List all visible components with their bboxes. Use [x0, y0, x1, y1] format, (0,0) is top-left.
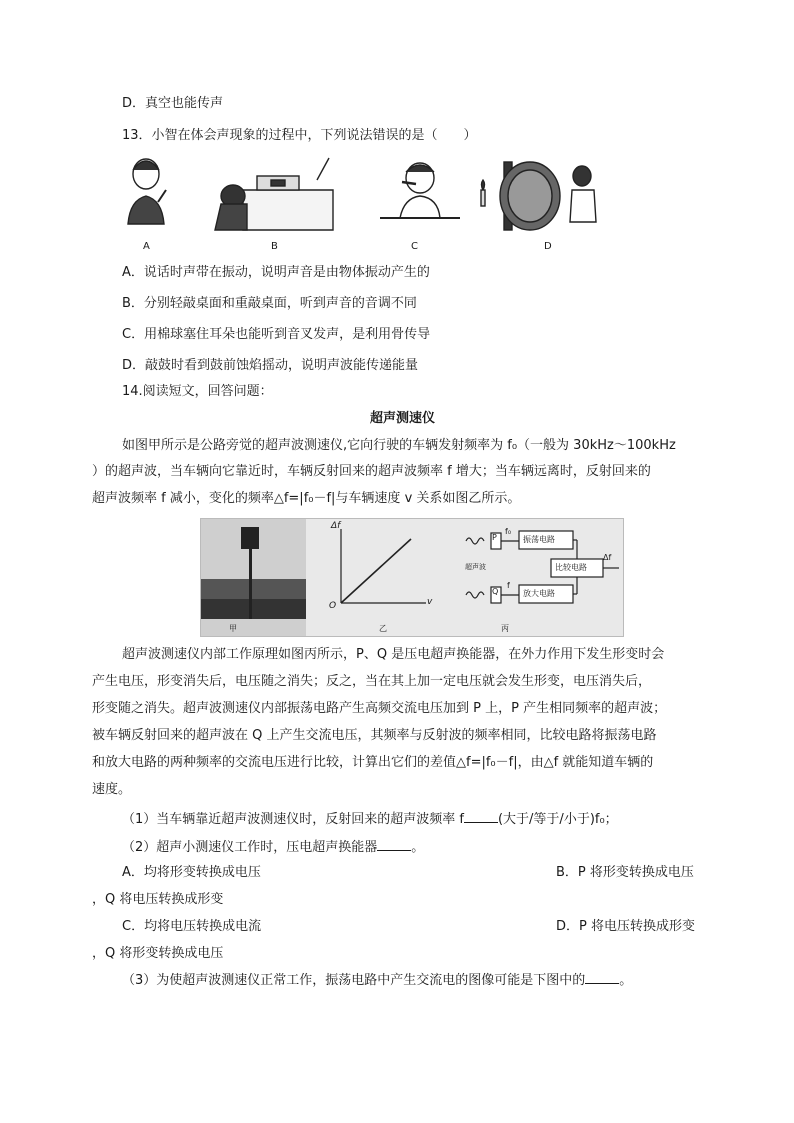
graph-delta-f-v [341, 529, 426, 603]
q14-para2-line3: 形变随之消失。超声波测速仪内部振荡电路产生高频交流电压加到 P 上，P 产生相同频率的超声波； [92, 701, 667, 716]
photo-speed-meter [201, 519, 306, 636]
circuit-wave-label: 超声波 [465, 563, 486, 571]
q14-sub3-text: （3）为使超声波测速仪正常工作，振荡电路中产生交流电的图像可能是下图中的 [122, 973, 586, 988]
q14-sub2-text: （2）超声小测速仪工作时，压电超声换能器 [122, 840, 378, 855]
q14-sub2-option-a: A．均将形变转换成电压 [122, 865, 261, 880]
q14-sub2-option-d-cont: ，Q 将形变转换成电压 [92, 946, 224, 961]
q14-para1-line1: 如图甲所示是公路旁觉的超声波测速仪,它向行驶的车辆发射频率为 f₀（一般为 30kHz～100kHz [122, 438, 676, 453]
circuit-cmp-label: 比较电路 [555, 563, 587, 572]
q13-figure [118, 152, 618, 252]
q14-sub3-blank[interactable] [585, 971, 619, 984]
circuit-f-label: f [507, 581, 510, 590]
q13-fig-label-a: A [143, 241, 150, 252]
q13-fig-label-c: C [411, 241, 418, 252]
circuit-f0-label: f₀ [505, 527, 512, 536]
q14-sub3 [122, 971, 632, 990]
circuit-out-label: Δf [603, 553, 612, 562]
q14-sub1-tail: (大于/等于/小于)f₀； [497, 812, 618, 827]
graph-origin-label: O [329, 601, 337, 611]
q14-para2-line5: 和放大电路的两种频率的交流电压进行比较，计算出它们的差值△f=|f₀－f|，由△f 就能知道车辆的 [92, 755, 654, 770]
q14-sub2-tail: 。 [411, 840, 425, 855]
q14-para2-line4: 被车辆反射回来的超声波在 Q 上产生交流电压，其频率与反射波的频率相同，比较电路将振荡电路 [92, 728, 657, 743]
q14-sub2-option-b: B．P 将形变转换成电压 [556, 865, 694, 880]
q14-sub3-tail: 。 [619, 973, 633, 988]
graph-y-label: Δf [331, 521, 341, 531]
circuit-q-label: Q [492, 587, 499, 596]
fig-label-jia: 甲 [229, 624, 237, 633]
q14-sub2-option-b-cont: ，Q 将电压转换成形变 [92, 892, 224, 907]
figure-d-drum [481, 162, 596, 230]
q14-sub2-option-c: C．均将电压转换成电流 [122, 919, 262, 934]
q13-option-c: C．用棉球塞住耳朵也能听到音叉发声，是利用骨传导 [122, 327, 431, 342]
circuit-osc-label: 振荡电路 [523, 535, 555, 544]
q13-option-a: A．说话时声带在振动，说明声音是由物体振动产生的 [122, 265, 430, 280]
q13-option-b: B．分别轻敲桌面和重敲桌面，听到声音的音调不同 [122, 296, 417, 311]
circuit-p-label: P [492, 533, 497, 542]
figure-a-speaking [128, 159, 166, 224]
q13-stem: 13．小智在体会声现象的过程中，下列说法错误的是（ ） [122, 128, 477, 143]
q14-figure [200, 518, 624, 637]
q14-para1-line2: ）的超声波，当车辆向它靠近时，车辆反射回来的超声波频率 f 增大；当车辆远离时，反射回来的 [92, 464, 651, 479]
q12-option-d: D．真空也能传声 [122, 96, 224, 111]
q14-sub2 [122, 838, 424, 857]
figure-c-tuning-fork [380, 163, 460, 218]
q14-sub1 [122, 810, 618, 829]
q14-sub2-option-d: D．P 将电压转换成形变 [556, 919, 695, 934]
q14-stem: 14.阅读短文，回答问题： [122, 384, 273, 399]
graph-x-label: v [427, 597, 433, 607]
q14-title: 超声测速仪 [370, 411, 436, 426]
q13-option-d: D．敲鼓时看到鼓前蚀焰摇动，说明声波能传递能量 [122, 358, 419, 373]
q13-fig-label-b: B [271, 241, 278, 252]
fig-label-yi: 乙 [379, 624, 387, 633]
q14-para2-line1: 超声波测速仪内部工作原理如图丙所示，P、Q 是压电超声换能器，在外力作用下发生形变时会 [122, 647, 665, 662]
q14-para2-line6: 速度。 [92, 782, 132, 797]
q14-para1-line3: 超声波频率 f 减小，变化的频率△f=|f₀－f|与车辆速度 v 关系如图乙所示。 [92, 491, 521, 506]
figure-b-desk [215, 158, 333, 230]
q14-sub1-blank[interactable] [464, 810, 498, 823]
q14-para2-line2: 产生电压，形变消失后，电压随之消失；反之，当在其上加一定电压就会发生形变，电压消失后， [92, 674, 652, 689]
q13-fig-label-d: D [544, 241, 552, 252]
q14-sub2-blank[interactable] [377, 838, 411, 851]
fig-label-bing: 丙 [501, 624, 509, 633]
circuit-amp-label: 放大电路 [523, 589, 555, 598]
q14-sub1-text: （1）当车辆靠近超声波测速仪时，反射回来的超声波频率 f [122, 812, 464, 827]
